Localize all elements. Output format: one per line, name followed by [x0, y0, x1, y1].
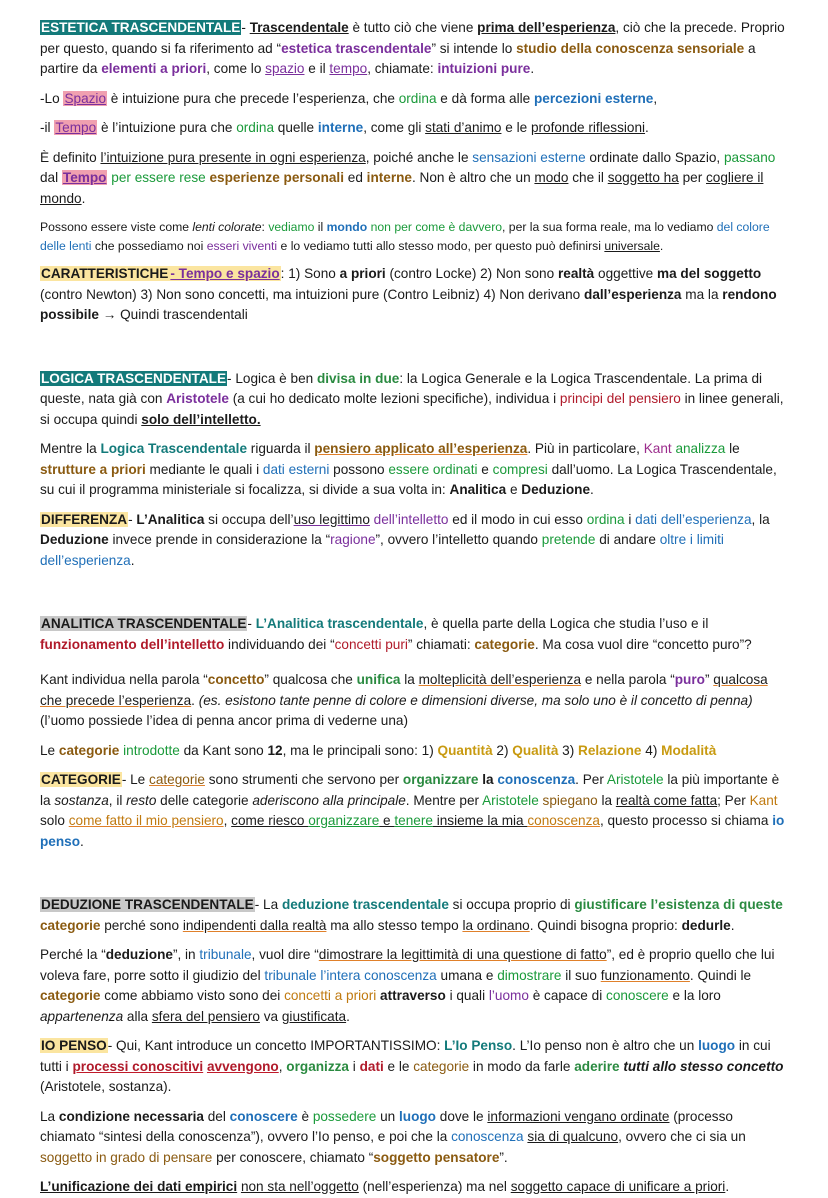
heading-analitica-trascendentale: ANALITICA TRASCENDENTALE — [41, 616, 247, 631]
section-deduzione — [40, 895, 788, 1198]
label-caratteristiche: CARATTERISTICHE — [41, 266, 169, 281]
logica-intro: LOGICA TRASCENDENTALE- Logica è ben divisa in due: la Logica Generale e la Logica Trascendentale. La prima di queste, nata già con Aristotele (a cui ho dedicato molte lezioni specifiche), individua i principi del pensiero in linee generali, si occupa quindi solo dell’intelletto. — [40, 370, 784, 427]
section-logica — [40, 369, 788, 572]
tempo-definition: -il Tempo è l’intuizione pura che ordina quelle interne, come gli stati d’animo e le profonde riflessioni. — [40, 120, 649, 135]
estetica-intro: ESTETICA TRASCENDENTALE- Trascendentale è tutto ciò che viene prima dell’esperienza, ciò che la precede. Proprio per questo, quando si fa riferimento ad “estetica trascendentale” si intende lo studio della conoscenza sensoriale a partire da elementi a priori, come lo spazio e il tempo, chiamate: intuizioni pure. — [40, 20, 785, 76]
caratteristiche-paragraph: CARATTERISTICHE - Tempo e spazio: 1) Sono a priori (contro Locke) 2) Non sono realtà oggettive ma del soggetto (contro Newton) 3) Non sono concetti, ma intuizioni pure (Contro Leibniz) 4) Non derivano dall’esperienza ma la rendono possibile → Quindi trascendentali — [40, 266, 777, 322]
intuizione-pura-paragraph: È definito l’intuizione pura presente in ogni esperienza, poiché anche le sensazioni esterne ordinate dallo Spazio, passano dal Tempo per essere rese esperienze personali ed interne. Non è altro che un modo che il soggetto ha per cogliere il mondo. — [40, 149, 776, 206]
section-analitica — [40, 614, 788, 852]
section-estetica — [40, 18, 788, 326]
categorie-paragraph: CATEGORIE- Le categorie sono strumenti che servono per organizzare la conoscenza. Per Aristotele la più importante è la sostanza, il resto delle categorie aderiscono alla principale. Mentre per Aristotele spiegano la realtà come fatta; Per Kant solo come fatto il mio pensiero, come riesco organizzare e tenere insieme la mia conoscenza, questo processo si chiama io penso. — [40, 772, 785, 849]
logica-trascendentale-paragraph: Mentre la Logica Trascendentale riguarda il pensiero applicato all’esperienza. Più in particolare, Kant analizza le strutture a priori mediante le quali i dati esterni possono essere ordinati e compresi dall’uomo. La Logica Trascendentale, su cui il programma ministeriale si focalizza, si divide a sua volta in: Analitica e Deduzione. — [40, 441, 777, 497]
concetto-puro-paragraph: Kant individua nella parola “concetto” qualcosa che unifica la molteplicità dell’esperienza e nella parola “puro” qualcosa che precede l’esperienza. (es. esistono tante penne di colore e dimensioni diverse, ma solo uno è il concetto di penna) (l’uomo possiede l’idea di penna ancor prima di vederne una) — [40, 672, 768, 728]
label-differenza: DIFFERENZA — [41, 511, 128, 527]
deduzione-tribunale-paragraph: Perché la “deduzione”, in tribunale, vuol dire “dimostrare la legittimità di una questione di fatto”, ed è proprio quello che lui voleva fare, porre sotto il giudizio del tribunale l’intera conoscenza umana e dimostrare il suo funzionamento. Quindi le categorie come abbiamo visto sono dei concetti a priori attraverso i quali l’uomo è capace di conoscere e la loro appartenenza alla sfera del pensiero va giustificata. — [40, 947, 775, 1024]
unificazione-paragraph: L’unificazione dei dati empirici non sta nell’oggetto (nell’esperienza) ma nel soggetto capace di unificare a priori. — [40, 1179, 730, 1194]
categorie-list-paragraph: Le categorie introdotte da Kant sono 12, ma le principali sono: 1) Quantità 2) Qualità 3) Relazione 4) Modalità — [40, 742, 717, 758]
heading-deduzione-trascendentale: DEDUZIONE TRASCENDENTALE — [41, 897, 254, 912]
deduzione-intro: DEDUZIONE TRASCENDENTALE- La deduzione trascendentale si occupa proprio di giustificare l’esistenza di queste categorie perché sono indipendenti dalla realtà ma allo stesso tempo la ordinano. Quindi bisogna proprio: dedurle. — [40, 897, 783, 933]
lenti-colorate-paragraph: Possono essere viste come lenti colorate: vediamo il mondo non per come è davvero, per la sua forma reale, ma lo vediamo del colore delle lenti che possediamo noi esseri viventi e lo vediamo tutti allo stesso modo, per questo può definirsi universale. — [40, 220, 770, 253]
heading-estetica-trascendentale: ESTETICA TRASCENDENTALE — [41, 20, 241, 35]
differenza-paragraph: DIFFERENZA- L’Analitica si occupa dell’uso legittimo dell’intelletto ed il modo in cui esso ordina i dati dell’esperienza, la Deduzione invece prende in considerazione la “ragione”, ovvero l’intelletto quando pretende di andare oltre i limiti dell’esperienza. — [40, 511, 770, 568]
label-categorie: CATEGORIE — [41, 772, 121, 787]
label-io-penso: IO PENSO — [41, 1038, 107, 1053]
analitica-intro: ANALITICA TRASCENDENTALE- L’Analitica trascendentale, è quella parte della Logica che studia l’uso e il funzionamento dell’intelletto individuando dei “concetti puri” chiamati: categorie. Ma cosa vuol dire “concetto puro”? — [40, 616, 752, 652]
spazio-definition: -Lo Spazio è intuizione pura che precede l’esperienza, che ordina e dà forma alle percezioni esterne, — [40, 90, 658, 106]
io-penso-paragraph: IO PENSO- Qui, Kant introduce un concetto IMPORTANTISSIMO: L’Io Penso. L’Io penso non è altro che un luogo in cui tutti i processi conoscitivi avvengono, organizza i dati e le categorie in modo da farle aderire tutti allo stesso concetto (Aristotele, sostanza). — [40, 1038, 784, 1094]
condizione-necessaria-paragraph: La condizione necessaria del conoscere è possedere un luogo dove le informazioni vengano ordinate (processo chiamato “sintesi della conoscenza”), ovvero l’Io penso, e poi che la conoscenza sia di qualcuno, ovvero che ci sia un soggetto in grado di pensare per conoscere, chiamato “soggetto pensatore”. — [40, 1108, 746, 1165]
heading-logica-trascendentale: LOGICA TRASCENDENTALE — [41, 370, 227, 386]
